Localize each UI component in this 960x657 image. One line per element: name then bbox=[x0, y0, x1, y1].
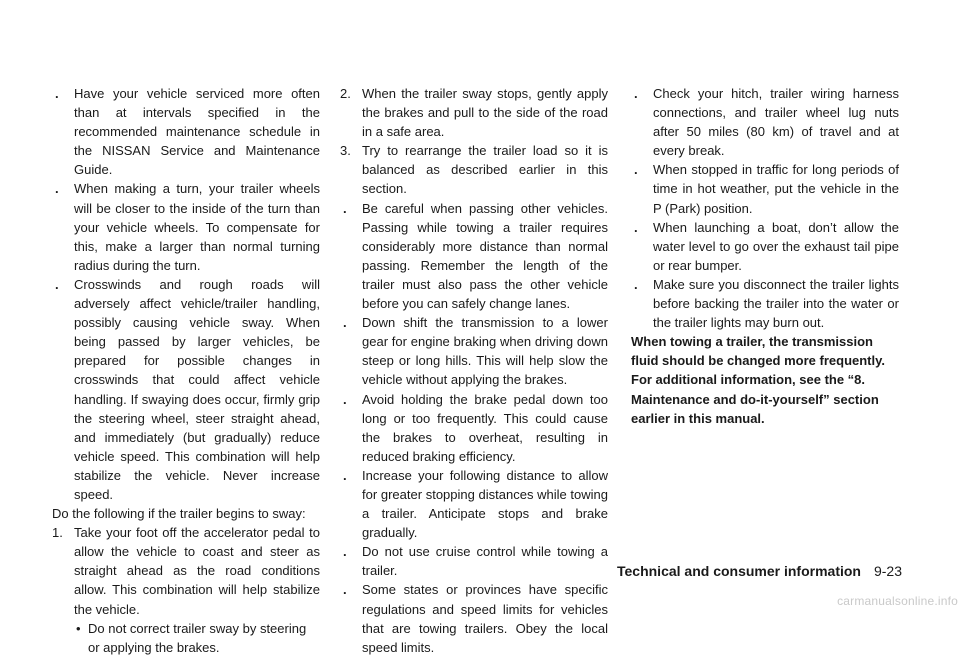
bullet-marker: . bbox=[634, 219, 638, 235]
step-text: Take your foot off the accelerator pedal to allow the vehicle to coast and steer as straight ahead as the road conditions allow. This combination will help stabilize the vehicle. bbox=[74, 525, 320, 617]
list-item bbox=[631, 218, 899, 275]
bullet-text: Avoid holding the brake pedal down too long or too frequently. This could cause the brakes to overheat, resulting in reduced braking efficiency. bbox=[362, 391, 608, 464]
bullet-marker: . bbox=[343, 391, 347, 407]
bullet-marker: . bbox=[343, 544, 347, 560]
bullet-text: Increase your following distance to allow for greater stopping distances while towing a trailer. Anticipate stops and brake gradually. bbox=[362, 467, 608, 541]
sub-bullet-marker: • bbox=[76, 620, 81, 636]
bullet-marker: . bbox=[343, 315, 347, 331]
list-item bbox=[340, 580, 608, 656]
list-item bbox=[340, 199, 608, 314]
watermark: carmanualsonline.info bbox=[837, 594, 958, 608]
bullet-marker: . bbox=[343, 200, 347, 216]
sub-bullet-text: Do not correct trailer sway by steering or applying the brakes. bbox=[88, 620, 307, 655]
transmission-fluid-note: When towing a trailer, the transmission fluid should be changed more frequently. For additional information, see the “8. Maintenance and do-it-yourself” section earlier in this manual. bbox=[631, 334, 886, 426]
bullet-marker: . bbox=[634, 86, 638, 101]
bullet-text: Crosswinds and rough roads will adversely affect vehicle/trailer handling, possibly causing vehicle sway. When being passed by larger vehicles, be prepared for possible changes in crosswinds that could affect vehicle handling. If swaying does occur, firmly grip the steering wheel, steer straight ahead, and immediately (but gradually) reduce vehicle speed. This combination will help stabilize the vehicle. Never increase speed. bbox=[74, 276, 320, 502]
bullet-text: When making a turn, your trailer wheels will be closer to the inside of the turn than your vehicle wheels. To compensate for this, make a larger than normal turning radius during the turn. bbox=[74, 181, 320, 273]
bullet-text: Down shift the transmission to a lower gear for engine braking when driving down steep or long hills. This will help slow the vehicle without applying the brakes. bbox=[362, 315, 608, 388]
list-item bbox=[52, 84, 320, 179]
page-number: 9-23 bbox=[873, 563, 902, 579]
list-item bbox=[340, 466, 608, 542]
bullet-text: Some states or provinces have specific regulations and speed limits for vehicles that are towing trailers. Obey the local speed limits. bbox=[362, 582, 608, 655]
bullet-marker: . bbox=[343, 582, 347, 598]
list-item bbox=[52, 275, 320, 504]
step-number: 1. bbox=[52, 525, 63, 541]
step-number: 3. bbox=[340, 143, 351, 159]
numbered-step bbox=[340, 141, 608, 198]
sub-bullet-item bbox=[52, 619, 320, 657]
step-text: When the trailer sway stops, gently apply the brakes and pull to the side of the road in a safe area. bbox=[362, 86, 608, 140]
step-number: 2. bbox=[340, 86, 351, 101]
bullet-marker: . bbox=[634, 276, 638, 292]
bullet-text: Be careful when passing other vehicles. Passing while towing a trailer requires considerably more distance than normal passing. Remember the length of the trailer must also pass the other vehicle before you can safely change lanes. bbox=[362, 200, 608, 312]
bullet-text: Have your vehicle serviced more often than at intervals specified in the recommended maintenance schedule in the NISSAN Service and Maintenance Guide. bbox=[74, 86, 320, 178]
list-item bbox=[631, 275, 899, 332]
bullet-marker: . bbox=[634, 162, 638, 178]
list-item bbox=[52, 179, 320, 274]
list-item bbox=[340, 390, 608, 466]
page-footer bbox=[0, 563, 960, 583]
bullet-marker: . bbox=[343, 467, 347, 483]
section-title: Technical and consumer information bbox=[616, 563, 861, 579]
bullet-marker: . bbox=[55, 276, 59, 292]
bullet-marker: . bbox=[55, 181, 59, 197]
step-text: Try to rearrange the trailer load so it is balanced as described earlier in this section. bbox=[362, 143, 608, 197]
bullet-text: Check your hitch, trailer wiring harness connections, and trailer wheel lug nuts after 50 miles (80 km) of travel and at every break. bbox=[653, 86, 899, 159]
bullet-text: Do not use cruise control while towing a trailer. bbox=[362, 544, 608, 579]
bullet-marker: . bbox=[55, 86, 59, 101]
bullet-text: When stopped in traffic for long periods of time in hot weather, put the vehicle in the P (Park) position. bbox=[653, 162, 899, 216]
sway-intro: Do the following if the trailer begins to sway: bbox=[52, 506, 306, 522]
list-item bbox=[340, 313, 608, 389]
bullet-text: Make sure you disconnect the trailer lights before backing the trailer into the water or the trailer lights may burn out. bbox=[653, 276, 899, 331]
numbered-step bbox=[340, 84, 608, 141]
bullet-text: When launching a boat, don’t allow the water level to go over the exhaust tail pipe or rear bumper. bbox=[653, 219, 899, 273]
column-right bbox=[631, 84, 899, 428]
list-item bbox=[631, 160, 899, 217]
list-item bbox=[631, 84, 899, 160]
